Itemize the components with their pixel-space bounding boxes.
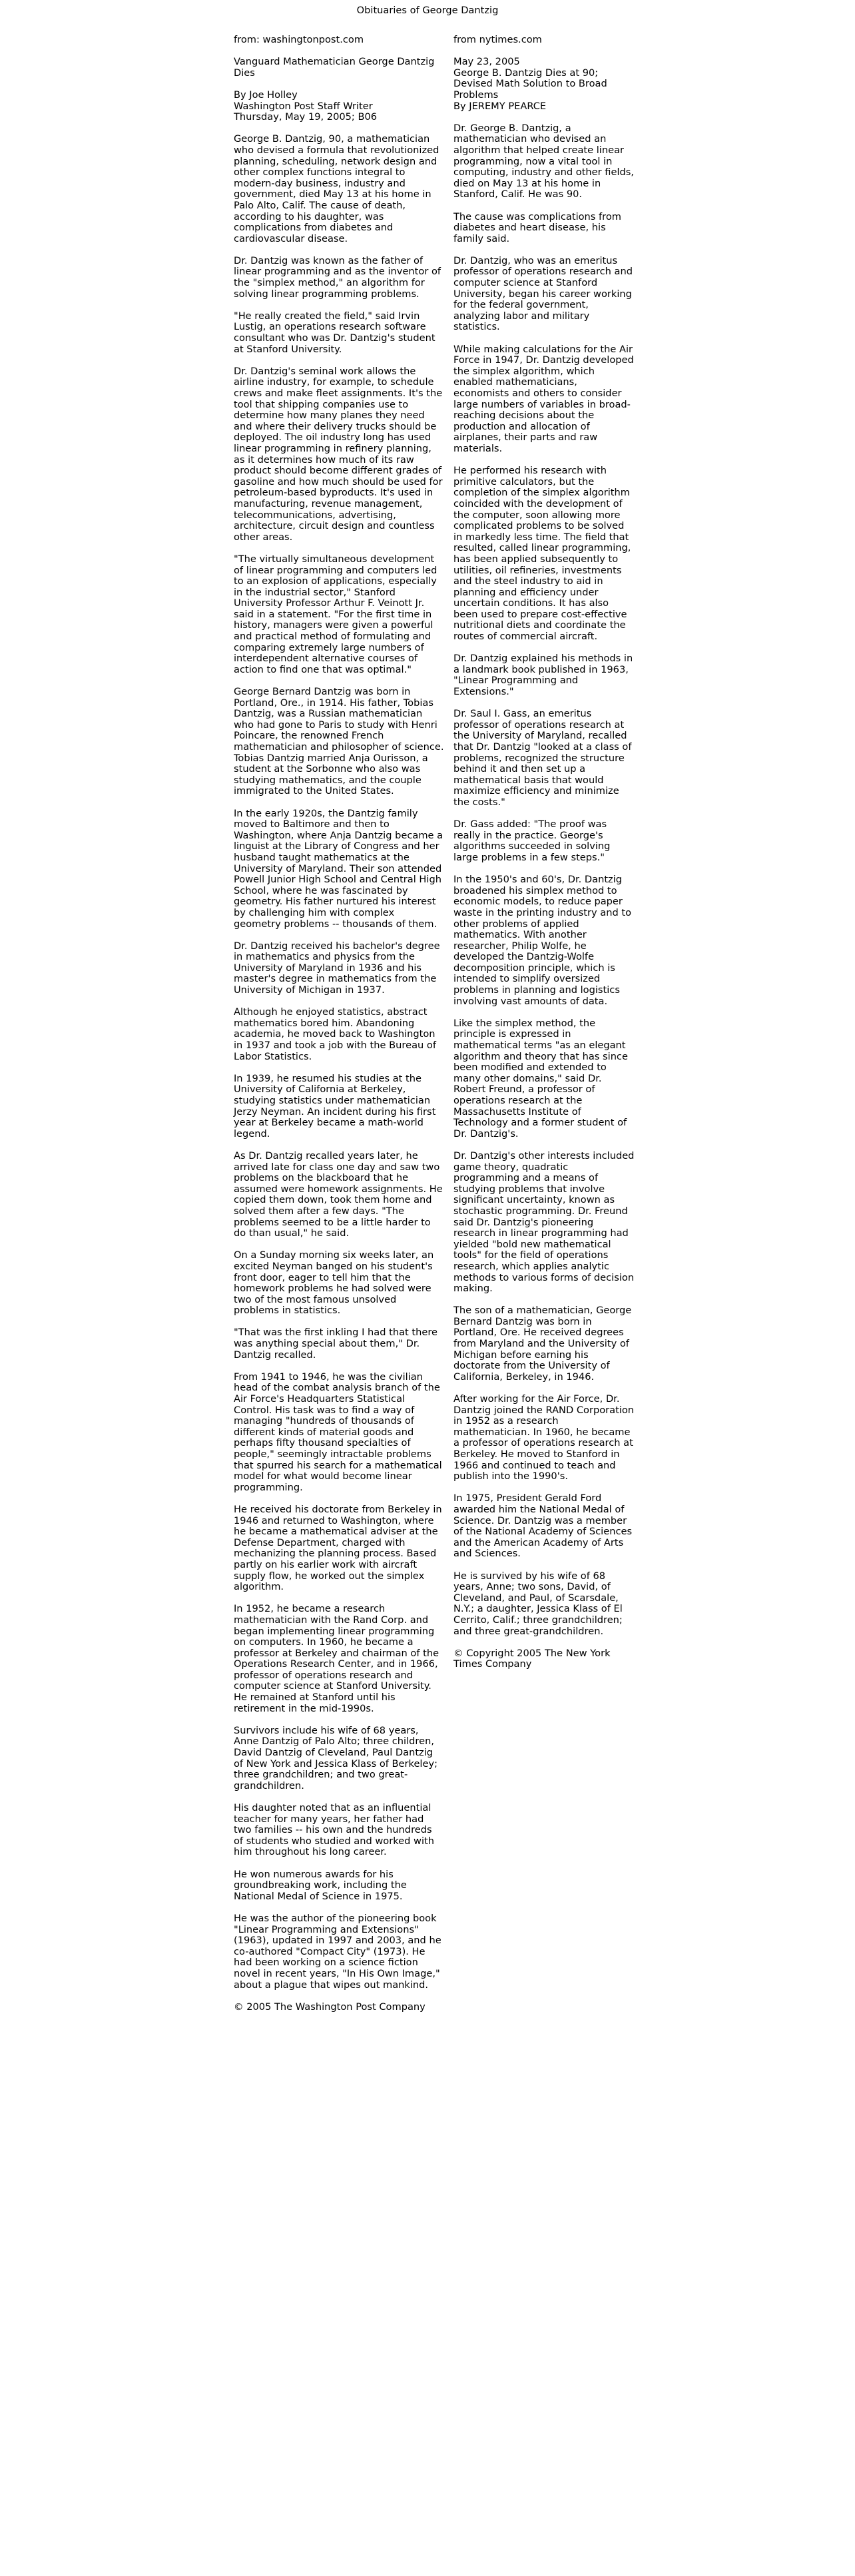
article-paragraph: In the 1950's and 60's, Dr. Dantzig broadened his simplex method to economic models, to reduce paper waste in the printing industry and to other problems of applied mathematics. With another researcher, Philip Wolfe, he developed the Dantzig-Wolfe decomposition principle, which is intended to simplify oversized problems in planning and logistics involving vast amounts of data.	[453, 874, 632, 1007]
article-paragraph: He won numerous awards for his groundbreaking work, including the National Medal of Science in 1975.	[234, 1868, 407, 1902]
article-paragraph: George B. Dantzig, 90, a mathematician who devised a formula that revolutionized planning, scheduling, network design and other complex functions integral to modern-day business, industry and government, died May 13 at his home in Palo Alto, Calif. The cause of death, according to his daughter, was complications from diabetes and cardiovascular disease.	[234, 133, 439, 244]
article-paragraph: He performed his research with primitive calculators, but the completion of the simplex algorithm coincided with the development of the computer, soon allowing more complicated problems to be solved in markedly less time. The field that resulted, called linear programming, has been applied subsequently to utilities, oil refineries, investments and the steel industry to aid in planning and efficiency under uncertain conditions. It has also been used to prepare cost-effective nutritional diets and coordinate the routes of commercial aircraft.	[453, 465, 631, 643]
article-paragraph: George Bernard Dantzig was born in Portland, Ore., in 1914. His father, Tobias Dantzig, was a Russian mathematician who had gone to Paris to study with Henri Poincare, the renowned French mathematician and philosopher of science. Tobias Dantzig married Anja Ourisson, a student at the Sorbonne who also was studying mathematics, and the couple immigrated to the United States.	[234, 686, 444, 797]
article-paragraph: He is survived by his wife of 68 years, Anne; two sons, David, of Cleveland, and Paul, of Scarsdale, N.Y.; a daughter, Jessica Klass of El Cerrito, Calif.; three grandchildren; and three great-grandchildren.	[453, 1570, 623, 1637]
article-paragraph: The cause was complications from diabetes and heart disease, his family said.	[453, 210, 622, 244]
article-paragraph: Dr. George B. Dantzig, a mathematician who devised an algorithm that helped create linear programming, now a vital tool in computing, industry and other fields, died on May 13 at his home in Stanford, Calif. He was 90.	[453, 122, 635, 200]
article-paragraph: from nytimes.com	[453, 34, 542, 45]
new-york-times-obituary-column	[453, 35, 635, 1681]
article-paragraph: By Joe Holley Washington Post Staff Writer Thursday, May 19, 2005; B06	[234, 89, 378, 123]
article-paragraph: "That was the first inkling I had that there was anything special about them," Dr. Dantzig recalled.	[234, 1327, 437, 1361]
article-paragraph: Like the simplex method, the principle is expressed in mathematical terms "as an elegant algorithm and theory that has since been modified and extended to many other domains," said Dr. Robert Freund, a professor of operations research at the Massachusetts Institute of Technology and a former student of Dr. Dantzig's.	[453, 1017, 628, 1139]
article-paragraph: While making calculations for the Air Force in 1947, Dr. Dantzig developed the simplex algorithm, which enabled mathematicians, economists and others to consider large numbers of variables in broad-reaching decisions about the production and allocation of airplanes, their parts and raw materials.	[453, 343, 634, 454]
article-paragraph: From 1941 to 1946, he was the civilian head of the combat analysis branch of the Air Force's Headquarters Statistical Control. His task was to find a way of managing "hundreds of thousands of different kinds of material goods and perhaps fifty thousand specialties of people," seemingly intractable problems that spurred his search for a mathematical model for what would become linear programming.	[234, 1371, 442, 1493]
article-paragraph: In the early 1920s, the Dantzig family moved to Baltimore and then to Washington, where Anja Dantzig became a linguist at the Library of Congress and her husband taught mathematics at the University of Maryland. Their son attended Powell Junior High School and Central High School, where he was fascinated by geometry. His father nurtured his interest by challenging him with complex geometry problems -- thousands of them.	[234, 807, 443, 930]
article-paragraph: Dr. Dantzig, who was an emeritus professor of operations research and computer science at Stanford University, began his career working for the federal government, analyzing labor and military statistics.	[453, 254, 633, 333]
article-paragraph: He was the author of the pioneering book "Linear Programming and Extensions" (1963), updated in 1997 and 2003, and he co-authored "Compact City" (1973). He had been working on a science fiction novel in recent years, "In His Own Image," about a plague that wipes out mankind.	[234, 1912, 441, 1991]
article-paragraph: "The virtually simultaneous development of linear programming and computers led to an explosion of applications, especially in the industrial sector," Stanford University Professor Arthur F. Veinott Jr. said in a statement. "For the first time in history, managers were given a powerful and practical method of formulating and comparing extremely large numbers of interdependent alternative courses of action to find one that was optimal."	[234, 553, 437, 675]
article-paragraph: He received his doctorate from Berkeley in 1946 and returned to Washington, where he became a mathematical adviser at the Defense Department, charged with mechanizing the planning process. Based partly on his earlier work with aircraft supply flow, he worked out the simplex algorithm.	[234, 1503, 442, 1593]
article-paragraph: On a Sunday morning six weeks later, an excited Neyman banged on his student's front door, eager to tell him that the homework problems he had solved were two of the most famous unsolved problems in statistics.	[234, 1249, 434, 1317]
article-paragraph: After working for the Air Force, Dr. Dantzig joined the RAND Corporation in 1952 as a research mathematician. In 1960, he became a professor of operations research at Berkeley. He moved to Stanford in 1966 and continued to teach and publish into the 1990's.	[453, 1393, 635, 1482]
article-paragraph: Survivors include his wife of 68 years, Anne Dantzig of Palo Alto; three children, David Dantzig of Cleveland, Paul Dantzig of New York and Jessica Klass of Berkeley; three grandchildren; and two great-grandchildren.	[234, 1724, 438, 1791]
article-paragraph: As Dr. Dantzig recalled years later, he arrived late for class one day and saw two problems on the blackboard that he assumed were homework assignments. He copied them down, took them home and solved them after a few days. "The problems seemed to be a little harder to do than usual," he said.	[234, 1149, 443, 1239]
article-paragraph: In 1939, he resumed his studies at the University of California at Berkeley, studying statistics under mathematician Jerzy Neyman. An incident during his first year at Berkeley became a math-world legend.	[234, 1072, 436, 1139]
article-paragraph: © Copyright 2005 The New York Times Company	[453, 1647, 611, 1670]
article-paragraph: Dr. Dantzig's seminal work allows the airline industry, for example, to schedule crews and make fleet assignments. It's the tool that shipping companies use to determine how many planes they need and where their delivery trucks should be deployed. The oil industry long has used linear programming in refinery planning, as it determines how much of its raw product should become different grades of gasoline and how much should be used for petroleum-based byproducts. It's used in manufacturing, revenue management, telecommunications, advertising, architecture, circuit design and countless other areas.	[234, 365, 443, 543]
article-paragraph: Dr. Saul I. Gass, an emeritus professor of operations research at the University of Maryland, recalled that Dr. Dantzig "looked at a class of problems, recognized the structure behind it and then set up a mathematical basis that would maximize efficiency and minimize the costs."	[453, 708, 632, 808]
article-paragraph: Dr. Dantzig received his bachelor's degree in mathematics and physics from the University of Maryland in 1936 and his master's degree in mathematics from the University of Michigan in 1937.	[234, 940, 440, 996]
article-paragraph: "He really created the field," said Irvin Lustig, an operations research software consultant who was Dr. Dantzig's student at Stanford University.	[234, 310, 435, 355]
article-paragraph: Dr. Dantzig's other interests included game theory, quadratic programming and a means of studying problems that involve significant uncertainty, known as stochastic programming. Dr. Freund said Dr. Dantzig's pioneering research in linear programming had yielded "bold new mathematical tools" for the field of operations research, which applies analytic methods to various forms of decision making.	[453, 1149, 635, 1295]
article-paragraph: © 2005 The Washington Post Company	[234, 2001, 426, 2013]
article-paragraph: Dr. Dantzig was known as the father of linear programming and as the inventor of the "simplex method," an algorithm for solving linear programming problems.	[234, 254, 441, 300]
washington-post-obituary-column	[234, 35, 444, 2024]
article-paragraph: Dr. Dantzig explained his methods in a landmark book published in 1963, "Linear Programming and Extensions."	[453, 653, 633, 698]
article-paragraph: Vanguard Mathematician George Dantzig Dies	[234, 56, 435, 79]
article-paragraph: from: washingtonpost.com	[234, 34, 364, 45]
article-paragraph: In 1952, he became a research mathematician with the Rand Corp. and began implementing linear programming on computers. In 1960, he became a professor at Berkeley and chairman of the Operations Research Center, and in 1966, professor of operations research and computer science at Stanford University. He remained at Stanford until his retirement in the mid-1990s.	[234, 1603, 439, 1714]
article-paragraph: May 23, 2005 George B. Dantzig Dies at 90; Devised Math Solution to Broad Problems By JEREMY PEARCE	[453, 56, 607, 112]
article-paragraph: In 1975, President Gerald Ford awarded him the National Medal of Science. Dr. Dantzig was a member of the National Academy of Sciences and the American Academy of Arts and Sciences.	[453, 1492, 633, 1560]
article-paragraph: His daughter noted that as an influential teacher for many years, her father had two families -- his own and the hundreds of students who studied and worked with him throughout his long career.	[234, 1802, 434, 1858]
article-paragraph: Dr. Gass added: "The proof was really in the practice. George's algorithms succeeded in solving large problems in a few steps."	[453, 818, 611, 863]
page-title: Obituaries of George Dantzig	[356, 5, 499, 16]
article-paragraph: The son of a mathematician, George Bernard Dantzig was born in Portland, Ore. He received degrees from Maryland and the University of Michigan before earning his doctorate from the University of California, Berkeley, in 1946.	[453, 1305, 632, 1383]
article-paragraph: Although he enjoyed statistics, abstract mathematics bored him. Abandoning academia, he moved back to Washington in 1937 and took a job with the Bureau of Labor Statistics.	[234, 1006, 436, 1062]
